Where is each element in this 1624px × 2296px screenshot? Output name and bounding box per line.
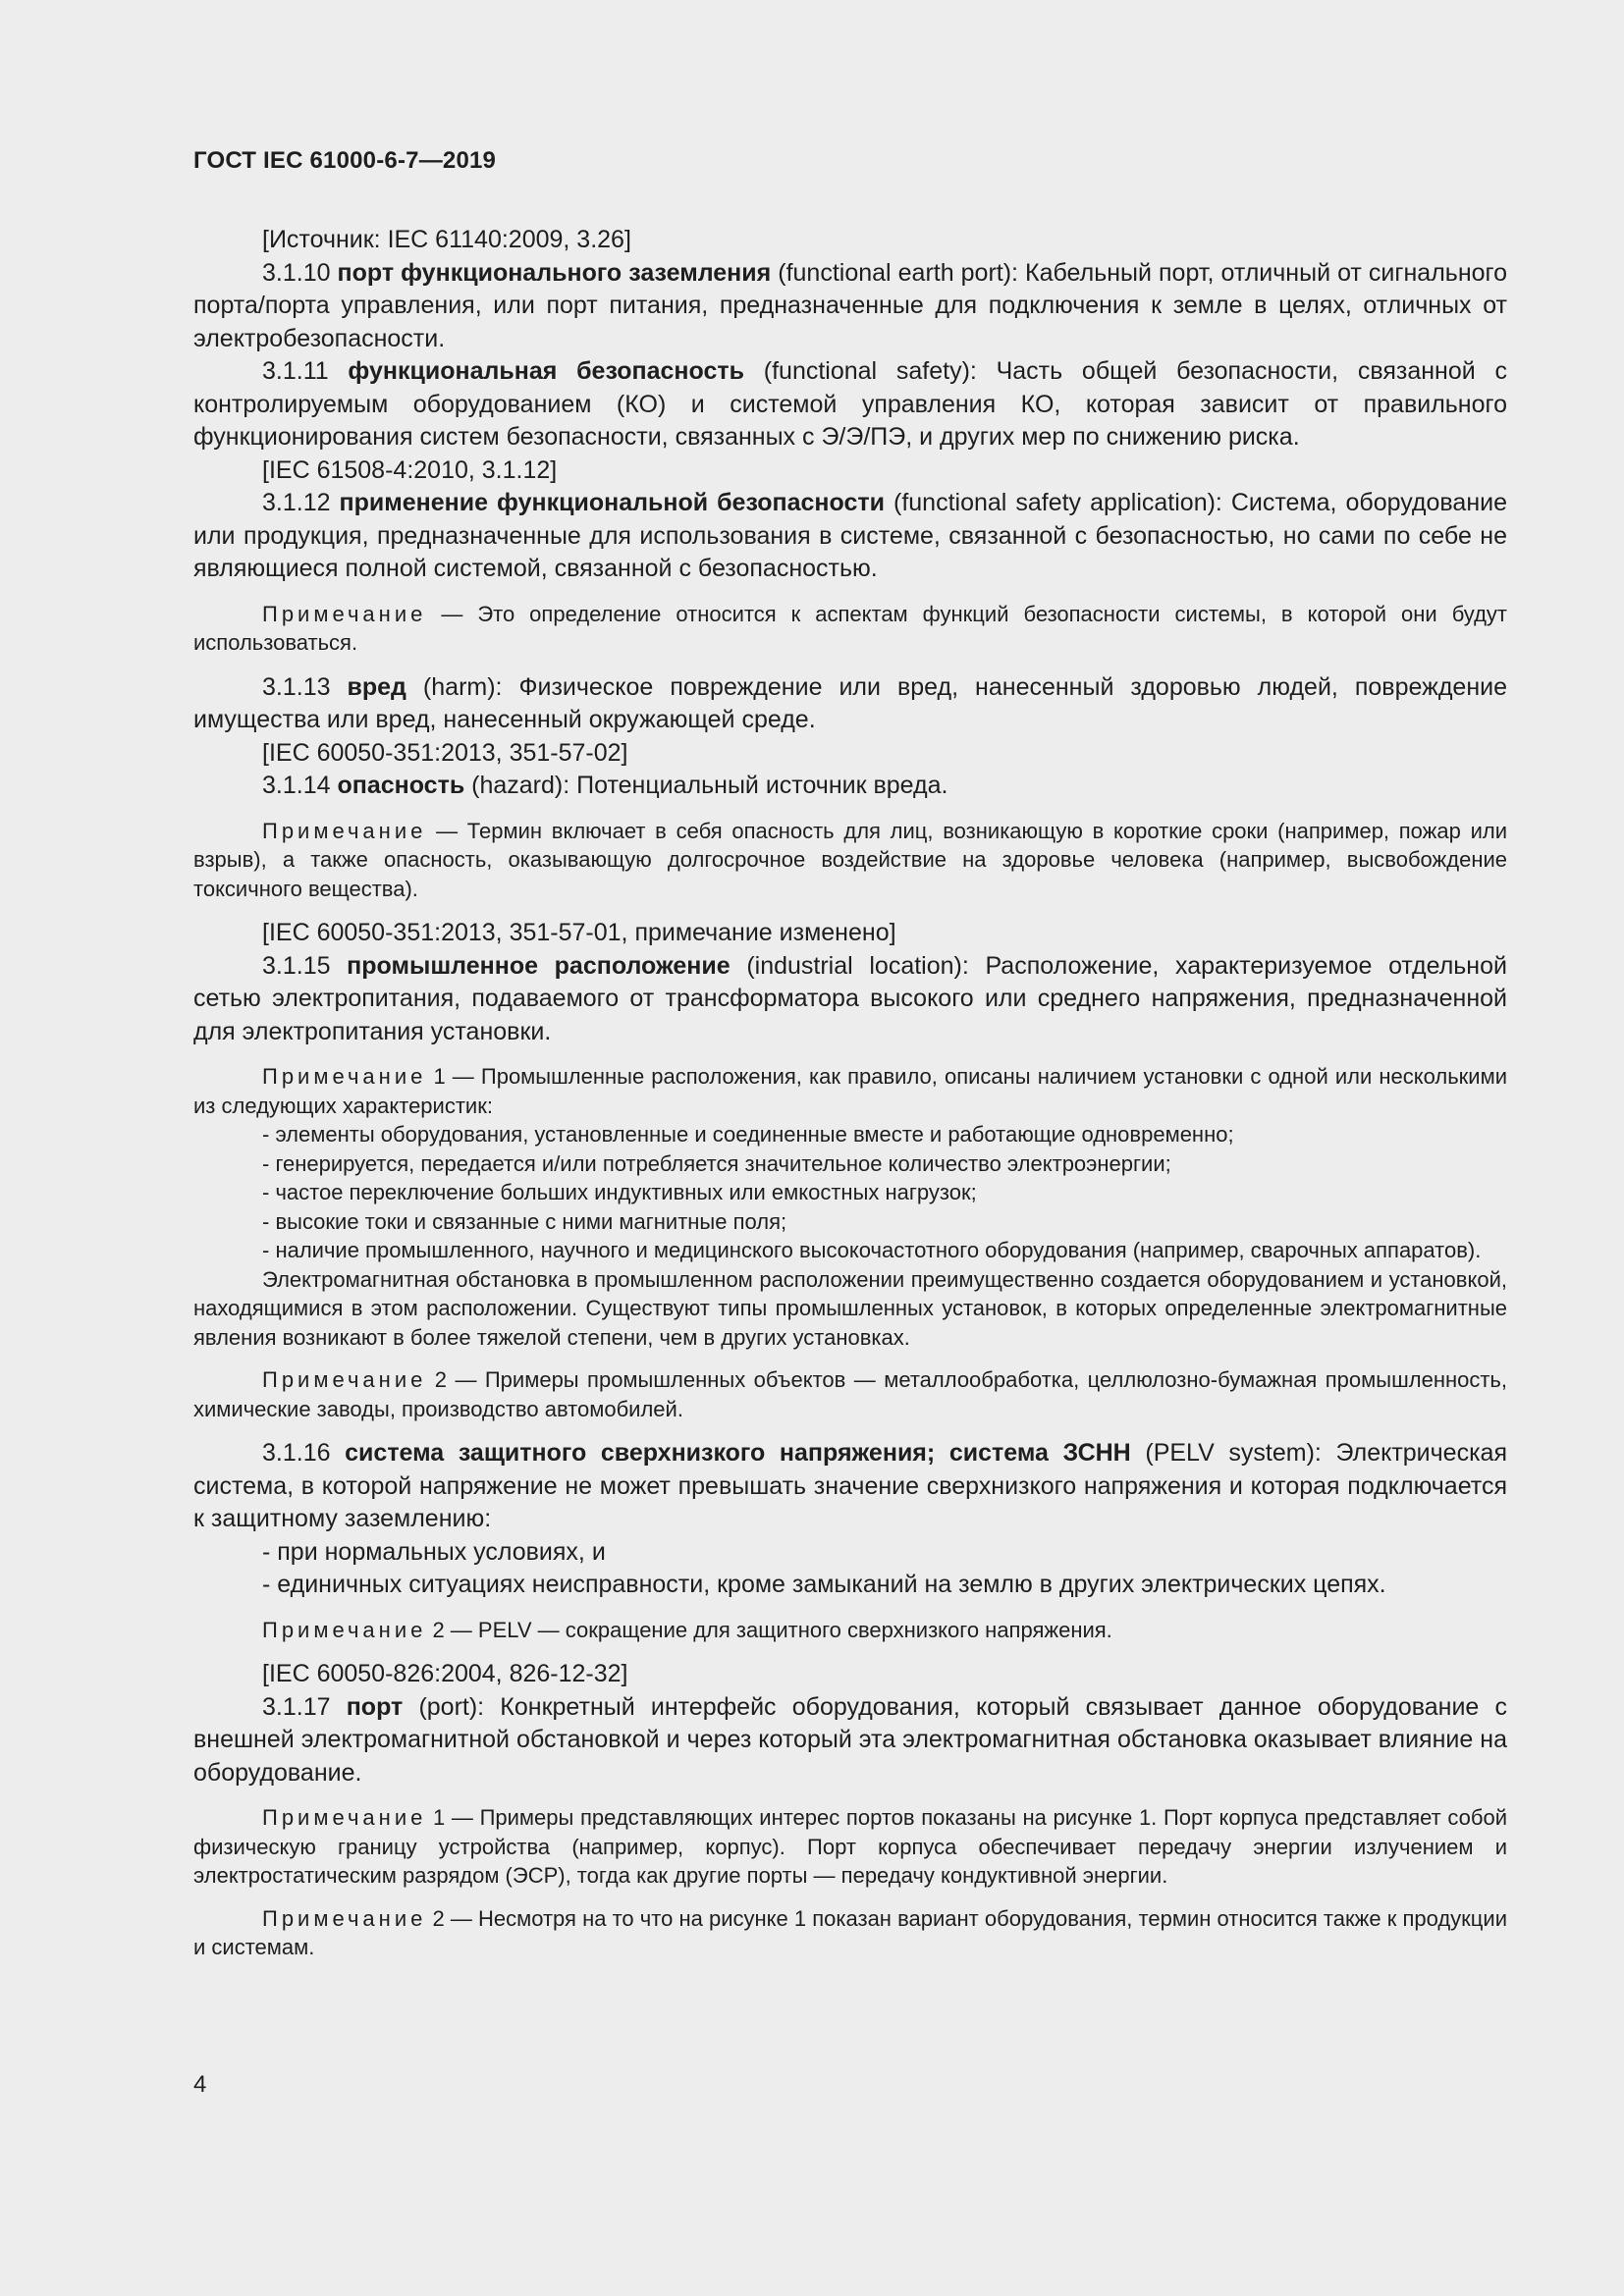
definition-3-1-14 [193,770,1507,803]
note-text: 1 — Промышленные расположения, как правило, описаны наличием установки с одной или несколькими из следующих характеристик: [193,1064,1507,1118]
term-title: применение функциональной безопасности [339,489,885,516]
note-list-item: - частое переключение больших индуктивных или емкостных нагрузок; [262,1180,977,1204]
note-label: Примечание [262,1617,427,1642]
definition-3-1-13 [193,671,1507,737]
note-list-item: - наличие промышленного, научного и медицинского высокочастотного оборудования (например, сварочных аппаратов). [262,1238,1482,1262]
note-text: — Это определение относится к аспектам функций безопасности системы, в которой они будут использоваться. [193,601,1507,655]
term-title: порт функционального заземления [337,258,772,287]
page-number: 4 [193,2071,207,2098]
note-label: Примечание [262,1367,427,1392]
term-number: 3.1.11 [262,357,349,385]
source-reference: [IEC 61508-4:2010, 3.1.12] [262,455,558,484]
definition-3-1-17 [193,1691,1507,1790]
note [193,1616,1507,1645]
note [193,1365,1507,1423]
term-definition: (functional safety): Часть общей безопасности, связанной с контролируемым оборудованием (КО) и системой управления КО, которая зависит от правильного функционирования систем безопасности, связанных с Э/Э/ПЭ, и других мер по снижению риска. [193,357,1507,451]
term-definition: (industrial location): Расположение, характеризуемое отдельной сетью электропитания, подаваемого от трансформатора высокого или среднего напряжения, предназначенной для электропитания установки. [193,951,1507,1045]
note [193,817,1507,904]
term-definition: (PELV system): Электрическая система, в которой напряжение не может превышать значение сверхнизкого напряжения и которая подключается к защитному заземлению: [193,1439,1507,1532]
definition-3-1-15 [193,950,1507,1049]
term-definition: (hazard): Потенциальный источник вреда. [464,772,948,799]
term-title: система защитного сверхнизкого напряжения; система ЗСНН [345,1439,1131,1467]
term-number: 3.1.10 [262,258,338,287]
source-reference: [Источник: IEC 61140:2009, 3.26] [262,226,631,253]
definition-list-item: - единичных ситуациях неисправности, кроме замыканий на землю в других электрических цепях. [262,1571,1386,1598]
term-title: порт [346,1692,404,1721]
note-paragraph: Электромагнитная обстановка в промышленном расположении преимущественно создается оборудованием и установкой, находящимися в этом расположении. Существуют типы промышленных установок, в которых определенные электромагнитные явления возникают в более тяжелой степени, чем в других установках. [193,1266,1507,1350]
note-label: Примечание [262,601,427,626]
definition-3-1-16 [193,1437,1507,1536]
note-text: 1 — Примеры представляющих интерес портов показаны на рисунке 1. Порт корпуса представляет собой физическую границу устройства (например, корпус). Порт корпуса обеспечивает передачу энергии излучением и электростатическим разрядом (ЭСР), тогда как другие порты — передачу кондуктивной энергии. [193,1805,1507,1888]
note-list-item: - элементы оборудования, установленные и соединенные вместе и работающие одновременно; [262,1122,1234,1147]
term-definition: (harm): Физическое повреждение или вред, нанесенный здоровью людей, повреждение имущества или вред, нанесенный окружающей среде. [193,672,1508,733]
term-definition: (port): Конкретный интерфейс оборудования, который связывает данное оборудование с внешней электромагнитной обстановкой и через который эта электромагнитная обстановка оказывает влияние на оборудование. [193,1692,1508,1787]
term-number: 3.1.15 [262,951,348,980]
term-definition: (functional safety application): Система, оборудование или продукция, предназначенные для использования в системе, связанной с безопасностью, но сами по себе не являющиеся полной системой, связанной с безопасностью. [193,489,1507,582]
note-label: Примечание [262,1064,427,1089]
note-list-item: - генерируется, передается и/или потребляется значительное количество электроэнергии; [262,1150,1171,1176]
definition-3-1-11 [193,355,1507,454]
source-reference: [IEC 60050-351:2013, 351-57-01, примечание изменено] [262,919,896,946]
note [193,1803,1507,1891]
term-number: 3.1.13 [262,672,348,701]
source-reference: [IEC 60050-826:2004, 826-12-32] [262,1660,628,1687]
note-label: Примечание [262,1805,427,1830]
term-definition: (functional earth port): Кабельный порт, отличный от сигнального порта/порта управления, или порт питания, предназначенные для подключения к земле в целях, отличных от электробезопасности. [193,258,1508,352]
note-label: Примечание [262,1905,427,1931]
note-label: Примечание [262,818,427,843]
note-list-item: - высокие токи и связанные с ними магнитные поля; [262,1208,787,1234]
source-reference: [IEC 60050-351:2013, 351-57-02] [262,738,628,767]
term-number: 3.1.12 [262,489,340,516]
definition-3-1-12 [193,487,1507,586]
document-header: ГОСТ IEC 61000-6-7—2019 [193,147,497,174]
note [193,600,1507,658]
note-text: 2 — Несмотря на то что на рисунке 1 показан вариант оборудования, термин относится также к продукции и системам. [193,1905,1507,1959]
term-number: 3.1.16 [262,1439,346,1467]
term-number: 3.1.14 [262,772,338,799]
note [193,1062,1507,1120]
note-text: 2 — Примеры промышленных объектов — металлообработка, целлюлозно-бумажная промышленность, химические заводы, производство автомобилей. [193,1367,1507,1421]
term-number: 3.1.17 [262,1692,347,1721]
term-title: опасность [337,772,465,799]
definition-3-1-10 [193,257,1507,356]
note-text: — Термин включает в себя опасность для лиц, возникающую в короткие сроки (например, пожар или взрыв), а также опасность, оказывающую долгосрочное воздействие на здоровье человека (например, высвобождение токсичного вещества). [193,818,1507,901]
term-title: функциональная безопасность [348,357,744,385]
term-title: вред [347,672,406,701]
note [193,1904,1507,1962]
definition-list-item: - при нормальных условиях, и [262,1537,606,1566]
document-body [193,224,1507,1962]
note-text: 2 — PELV — сокращение для защитного сверхнизкого напряжения. [426,1617,1112,1642]
term-title: промышленное расположение [347,951,731,980]
